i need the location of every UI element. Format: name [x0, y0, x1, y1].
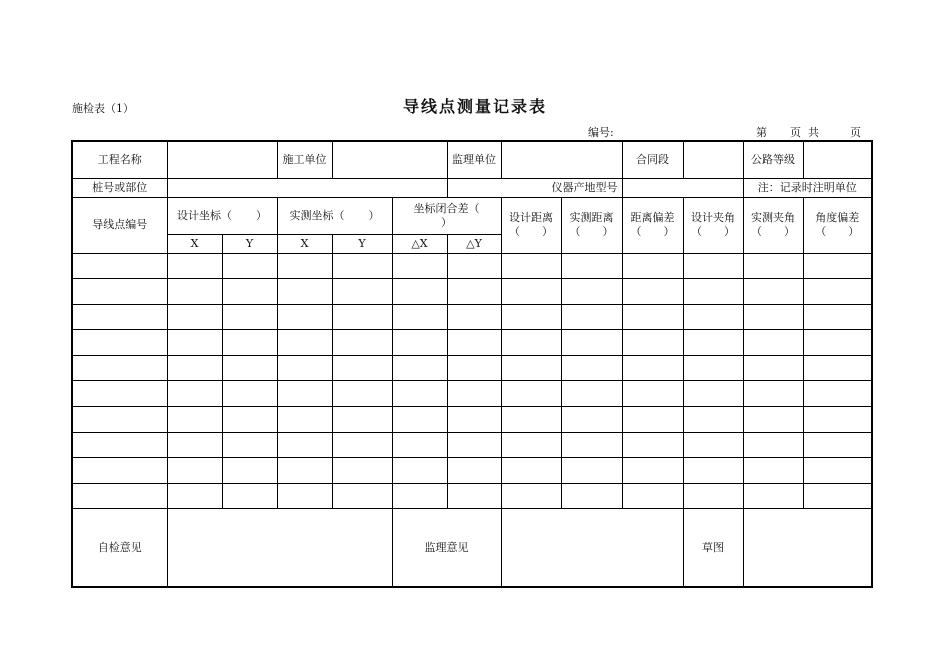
table-cell[interactable]: [743, 381, 803, 407]
supervision-opinion-field[interactable]: [501, 509, 683, 587]
table-cell[interactable]: [803, 355, 872, 381]
table-cell[interactable]: [72, 279, 167, 305]
table-cell[interactable]: [167, 407, 222, 433]
table-cell[interactable]: [561, 483, 622, 509]
table-cell[interactable]: [392, 483, 447, 509]
angle-deviation-header: [803, 197, 872, 253]
table-cell[interactable]: [392, 304, 447, 330]
table-cell[interactable]: [277, 253, 332, 279]
station-row: [72, 178, 872, 197]
design-y-header: Y: [222, 234, 277, 253]
measured-coord-text: 实测坐标（: [289, 208, 345, 222]
construction-unit-label: 施工单位: [277, 141, 332, 178]
table-cell[interactable]: [277, 483, 332, 509]
table-cell[interactable]: [743, 432, 803, 458]
table-cell[interactable]: [743, 355, 803, 381]
closure-error-header: [392, 197, 501, 234]
table-row: [72, 304, 872, 330]
table-cell[interactable]: [392, 279, 447, 305]
table-cell[interactable]: [683, 304, 743, 330]
table-cell[interactable]: [622, 253, 683, 279]
table-cell[interactable]: [277, 330, 332, 356]
table-cell[interactable]: [683, 407, 743, 433]
table-cell[interactable]: [622, 330, 683, 356]
table-row: [72, 458, 872, 484]
unit-note: 注：记录时注明单位: [743, 178, 872, 197]
project-name-field[interactable]: [167, 141, 277, 178]
table-cell[interactable]: [277, 304, 332, 330]
table-cell[interactable]: [501, 458, 561, 484]
table-cell[interactable]: [683, 458, 743, 484]
table-cell[interactable]: [622, 483, 683, 509]
serial-number-label: 编号:: [588, 126, 614, 139]
table-cell[interactable]: [803, 253, 872, 279]
table-cell[interactable]: [561, 458, 622, 484]
table-cell[interactable]: [803, 304, 872, 330]
table-cell[interactable]: [392, 355, 447, 381]
delta-y-header: △Y: [447, 234, 501, 253]
road-grade-field[interactable]: [803, 141, 872, 178]
table-cell[interactable]: [501, 407, 561, 433]
measured-angle-header: [743, 197, 803, 253]
table-cell[interactable]: [803, 279, 872, 305]
measured-distance-unit: （ ）: [569, 225, 614, 238]
table-cell[interactable]: [501, 253, 561, 279]
closure-error-close: ）: [441, 215, 452, 229]
table-cell[interactable]: [72, 381, 167, 407]
project-name-label: 工程名称: [72, 141, 167, 178]
table-cell[interactable]: [72, 483, 167, 509]
table-row: [72, 253, 872, 279]
table-row: [72, 381, 872, 407]
table-cell[interactable]: [447, 253, 501, 279]
table-cell[interactable]: [392, 432, 447, 458]
table-cell[interactable]: [277, 279, 332, 305]
table-cell[interactable]: [167, 381, 222, 407]
road-grade-label: 公路等级: [743, 141, 803, 178]
table-cell[interactable]: [622, 432, 683, 458]
measured-coord-close: ）: [368, 208, 380, 222]
table-cell[interactable]: [683, 432, 743, 458]
supervision-unit-field[interactable]: [501, 141, 622, 178]
table-cell[interactable]: [803, 407, 872, 433]
table-cell[interactable]: [447, 407, 501, 433]
page-gong: 共: [808, 126, 819, 139]
design-distance-text: 设计距离: [509, 211, 553, 224]
column-header-row: [72, 197, 872, 234]
table-cell[interactable]: [561, 407, 622, 433]
table-cell[interactable]: [622, 304, 683, 330]
table-cell[interactable]: [501, 381, 561, 407]
table-cell[interactable]: [392, 381, 447, 407]
table-cell[interactable]: [167, 355, 222, 381]
angle-deviation-text: 角度偏差: [815, 211, 860, 224]
table-cell[interactable]: [332, 381, 392, 407]
table-cell[interactable]: [447, 330, 501, 356]
table-cell[interactable]: [332, 304, 392, 330]
table-cell[interactable]: [447, 279, 501, 305]
table-cell[interactable]: [622, 355, 683, 381]
measured-coord-header: [277, 197, 392, 234]
table-cell[interactable]: [222, 253, 277, 279]
table-cell[interactable]: [332, 432, 392, 458]
distance-deviation-unit: （ ）: [630, 225, 675, 238]
design-angle-text: 设计夹角: [691, 211, 735, 224]
page-di: 第: [756, 126, 767, 139]
table-cell[interactable]: [743, 407, 803, 433]
design-distance-unit: （ ）: [509, 225, 553, 238]
table-cell[interactable]: [277, 432, 332, 458]
self-check-field[interactable]: [167, 509, 392, 587]
table-cell[interactable]: [803, 330, 872, 356]
design-angle-unit: （ ）: [691, 225, 735, 238]
table-cell[interactable]: [447, 483, 501, 509]
table-cell[interactable]: [392, 458, 447, 484]
table-cell[interactable]: [447, 381, 501, 407]
measured-distance-text: 实测距离: [569, 211, 614, 224]
table-cell[interactable]: [683, 381, 743, 407]
delta-x-header: △X: [392, 234, 447, 253]
table-cell[interactable]: [332, 458, 392, 484]
point-no-header: 导线点编号: [72, 197, 167, 253]
table-cell[interactable]: [803, 483, 872, 509]
table-cell[interactable]: [501, 330, 561, 356]
construction-unit-field[interactable]: [332, 141, 447, 178]
sketch-label: 草图: [683, 509, 743, 587]
sketch-field[interactable]: [743, 509, 872, 587]
design-coord-header: [167, 197, 277, 234]
table-cell[interactable]: [222, 432, 277, 458]
supervision-opinion-label: 监理意见: [392, 509, 501, 587]
table-cell[interactable]: [222, 304, 277, 330]
self-check-label: 自检意见: [72, 509, 167, 587]
instrument-field[interactable]: [622, 178, 743, 197]
table-row: [72, 355, 872, 381]
instrument-label: 仪器产地型号: [447, 178, 622, 197]
table-cell[interactable]: [167, 458, 222, 484]
table-cell[interactable]: [222, 279, 277, 305]
table-cell[interactable]: [222, 330, 277, 356]
design-coord-text: 设计坐标（: [177, 208, 232, 222]
design-coord-close: ）: [256, 208, 267, 222]
measured-angle-unit: （ ）: [751, 225, 795, 238]
table-cell[interactable]: [561, 381, 622, 407]
table-cell[interactable]: [561, 330, 622, 356]
table-cell[interactable]: [72, 355, 167, 381]
table-cell[interactable]: [72, 407, 167, 433]
measured-y-header: Y: [332, 234, 392, 253]
opinion-row: [72, 509, 872, 587]
table-cell[interactable]: [167, 330, 222, 356]
table-cell[interactable]: [222, 483, 277, 509]
angle-deviation-unit: （ ）: [815, 225, 860, 238]
table-cell[interactable]: [561, 304, 622, 330]
table-cell[interactable]: [501, 483, 561, 509]
table-cell[interactable]: [803, 381, 872, 407]
distance-deviation-text: 距离偏差: [630, 211, 675, 224]
table-cell[interactable]: [447, 355, 501, 381]
table-cell[interactable]: [222, 355, 277, 381]
table-cell[interactable]: [803, 432, 872, 458]
table-cell[interactable]: [501, 432, 561, 458]
table-cell[interactable]: [743, 304, 803, 330]
table-cell[interactable]: [683, 253, 743, 279]
contract-section-field[interactable]: [683, 141, 743, 178]
table-cell[interactable]: [683, 355, 743, 381]
table-cell[interactable]: [501, 355, 561, 381]
design-angle-header: [683, 197, 743, 253]
station-label: 桩号或部位: [72, 178, 167, 197]
table-cell[interactable]: [222, 458, 277, 484]
table-cell[interactable]: [72, 304, 167, 330]
table-cell[interactable]: [167, 483, 222, 509]
table-cell[interactable]: [743, 458, 803, 484]
table-cell[interactable]: [743, 330, 803, 356]
supervision-unit-label: 监理单位: [447, 141, 501, 178]
measured-angle-text: 实测夹角: [751, 211, 795, 224]
data-rows: [72, 253, 872, 509]
table-cell[interactable]: [622, 458, 683, 484]
table-cell[interactable]: [622, 381, 683, 407]
info-row: [72, 141, 872, 178]
table-cell[interactable]: [561, 279, 622, 305]
table-row: [72, 407, 872, 433]
table-cell[interactable]: [803, 458, 872, 484]
table-cell[interactable]: [72, 432, 167, 458]
station-field[interactable]: [167, 178, 447, 197]
table-cell[interactable]: [743, 253, 803, 279]
measured-distance-header: [561, 197, 622, 253]
table-cell[interactable]: [167, 253, 222, 279]
table-cell[interactable]: [332, 355, 392, 381]
table-cell[interactable]: [447, 458, 501, 484]
closure-error-text: 坐标闭合差（: [413, 201, 480, 215]
table-cell[interactable]: [277, 381, 332, 407]
table-cell[interactable]: [167, 432, 222, 458]
contract-section-label: 合同段: [622, 141, 683, 178]
table-cell[interactable]: [561, 355, 622, 381]
table-cell[interactable]: [72, 253, 167, 279]
table-cell[interactable]: [277, 407, 332, 433]
table-cell[interactable]: [683, 279, 743, 305]
table-cell[interactable]: [277, 458, 332, 484]
table-cell[interactable]: [392, 407, 447, 433]
table-cell[interactable]: [277, 355, 332, 381]
table-cell[interactable]: [683, 483, 743, 509]
table-cell[interactable]: [332, 253, 392, 279]
document-title: 导线点测量记录表: [402, 97, 547, 116]
table-row: [72, 483, 872, 509]
table-cell[interactable]: [332, 279, 392, 305]
table-cell[interactable]: [622, 407, 683, 433]
table-cell[interactable]: [447, 304, 501, 330]
table-cell[interactable]: [622, 279, 683, 305]
table-cell[interactable]: [332, 330, 392, 356]
table-cell[interactable]: [392, 253, 447, 279]
table-cell[interactable]: [222, 407, 277, 433]
table-cell[interactable]: [72, 330, 167, 356]
form-code: 施检表（1）: [72, 102, 134, 115]
distance-deviation-header: [622, 197, 683, 253]
table-cell[interactable]: [222, 381, 277, 407]
table-row: [72, 432, 872, 458]
design-distance-header: [501, 197, 561, 253]
table-cell[interactable]: [501, 304, 561, 330]
table-cell[interactable]: [72, 458, 167, 484]
table-cell[interactable]: [501, 279, 561, 305]
table-row: [72, 279, 872, 305]
table-cell[interactable]: [392, 330, 447, 356]
measured-x-header: X: [277, 234, 332, 253]
table-cell[interactable]: [743, 279, 803, 305]
table-cell[interactable]: [561, 432, 622, 458]
table-cell[interactable]: [332, 483, 392, 509]
page-ye-total: 页: [850, 126, 861, 139]
table-cell[interactable]: [743, 483, 803, 509]
table-cell[interactable]: [447, 432, 501, 458]
survey-record-table: [71, 140, 873, 588]
table-cell[interactable]: [332, 407, 392, 433]
table-row: [72, 330, 872, 356]
design-x-header: X: [167, 234, 222, 253]
table-cell[interactable]: [683, 330, 743, 356]
table-cell[interactable]: [167, 304, 222, 330]
table-cell[interactable]: [561, 253, 622, 279]
table-cell[interactable]: [167, 279, 222, 305]
page-ye: 页: [790, 126, 801, 139]
